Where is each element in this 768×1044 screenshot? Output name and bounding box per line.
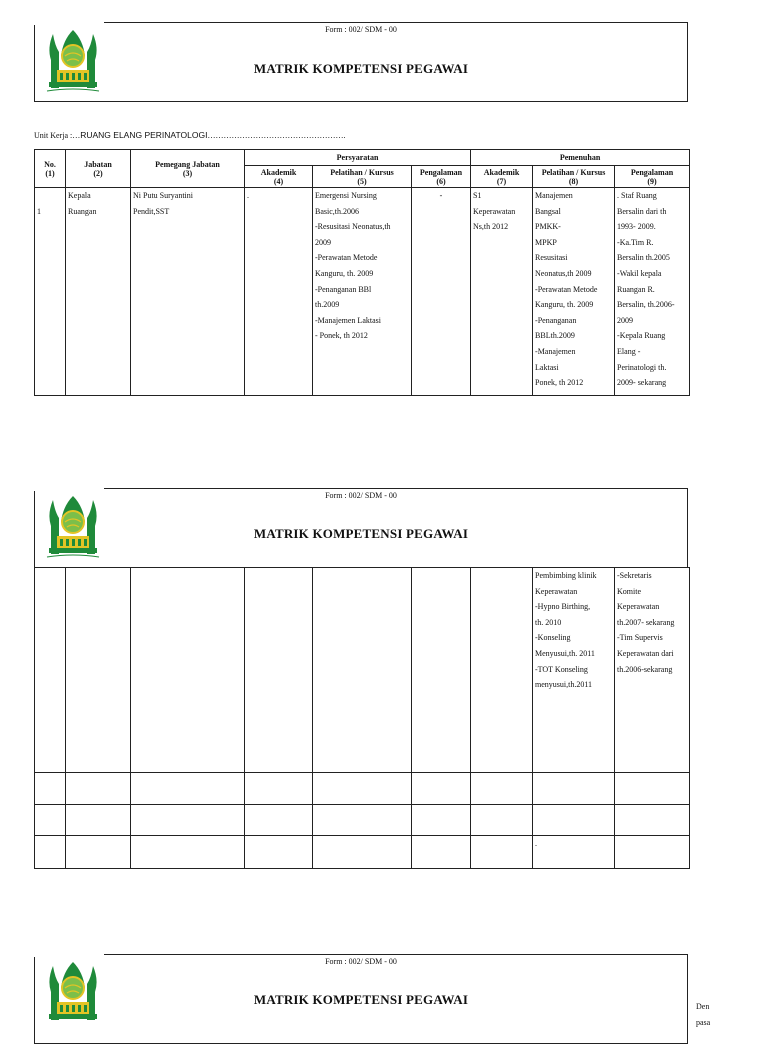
table-row (35, 568, 690, 773)
header-akademik-4: Akademik (4) (245, 166, 313, 188)
hospital-logo-icon (39, 958, 107, 1026)
form-header-3 (34, 954, 688, 1044)
cell-pengalaman-9: . Staf Ruang Bersalin dari th 1993- 2009. -Ka.Tim R. Bersalin th.2005 -Wakil kepala Ruangan R. Bersalin, th.2006- 2009 -Kepala Ruang Elang - Perinatologi th. 2009- sekarang (615, 188, 690, 396)
header-pengalaman-9: Pengalaman (9) (615, 166, 690, 188)
form-header-2 (34, 488, 688, 568)
form-number: Form : 002/ SDM - 00 (325, 957, 397, 966)
header-persyaratan: Persyaratan (245, 150, 471, 166)
header-pengalaman-6: Pengalaman (6) (412, 166, 471, 188)
cell-jabatan: Kepala Ruangan (66, 188, 131, 396)
cell-dot: . (533, 836, 615, 869)
table-row (35, 188, 690, 396)
hospital-logo-icon (39, 26, 107, 94)
unit-dots: ……………………………………………. (207, 131, 346, 140)
cell-pelatihan-8-cont: Pembimbing klinik Keperawatan -Hypno Birthing, th. 2010 -Konseling Menyusui,th. 2011 -TOT Konseling menyusui,th.2011 (533, 568, 615, 773)
header-akademik-7: Akademik (7) (471, 166, 533, 188)
competency-table-continued (34, 567, 690, 869)
unit-label: Unit Kerja :… (34, 131, 81, 140)
header-no: No. (1) (35, 150, 66, 188)
table-row (35, 773, 690, 805)
header-pemegang: Pemegang Jabatan (3) (131, 150, 245, 188)
cell-pelatihan-8: Manajemen Bangsal PMKK- MPKP Resusitasi Neonatus,th 2009 -Perawatan Metode Kanguru, th. 2009 -Penanganan BBLth.2009 -Manajemen Laktasi Ponek, th 2012 (533, 188, 615, 396)
cell-pelatihan-5: Emergensi Nursing Basic,th.2006 -Resusitasi Neonatus,th 2009 -Perawatan Metode Kanguru, th. 2009 -Penanganan BBl th.2009 -Manajemen Laktasi - Ponek, th 2012 (313, 188, 412, 396)
header-jabatan: Jabatan (2) (66, 150, 131, 188)
cell-no: 1 (35, 188, 66, 396)
cell-akademik-4: . (245, 188, 313, 396)
cell-akademik-7: S1 Keperawatan Ns,th 2012 (471, 188, 533, 396)
hospital-logo-icon (39, 492, 107, 560)
form-number: Form : 002/ SDM - 00 (325, 25, 397, 34)
side-text-pasa: pasa (696, 1018, 711, 1027)
page-title: MATRIK KOMPETENSI PEGAWAI (253, 61, 469, 76)
header-pelatihan-8: Pelatihan / Kursus (8) (533, 166, 615, 188)
table-row (35, 805, 690, 836)
unit-value: RUANG ELANG PERINATOLOGI (80, 130, 208, 140)
header-pelatihan-5: Pelatihan / Kursus (5) (313, 166, 412, 188)
page-title: MATRIK KOMPETENSI PEGAWAI (253, 992, 469, 1007)
unit-kerja (34, 130, 345, 140)
form-number: Form : 002/ SDM - 00 (325, 491, 397, 500)
page-title: MATRIK KOMPETENSI PEGAWAI (253, 526, 469, 541)
table-row (35, 836, 690, 869)
side-text-den: Den (696, 1002, 710, 1011)
cell-pengalaman-6: - (412, 188, 471, 396)
competency-table (34, 149, 690, 396)
cell-pengalaman-9-cont: -Sekretaris Komite Keperawatan th.2007- sekarang -Tim Supervis Keperawatan dari th.2006-sekarang (615, 568, 690, 773)
header-pemenuhan: Pemenuhan (471, 150, 690, 166)
cell-pemegang: Ni Putu Suryantini Pendit,SST (131, 188, 245, 396)
form-header (34, 22, 688, 102)
